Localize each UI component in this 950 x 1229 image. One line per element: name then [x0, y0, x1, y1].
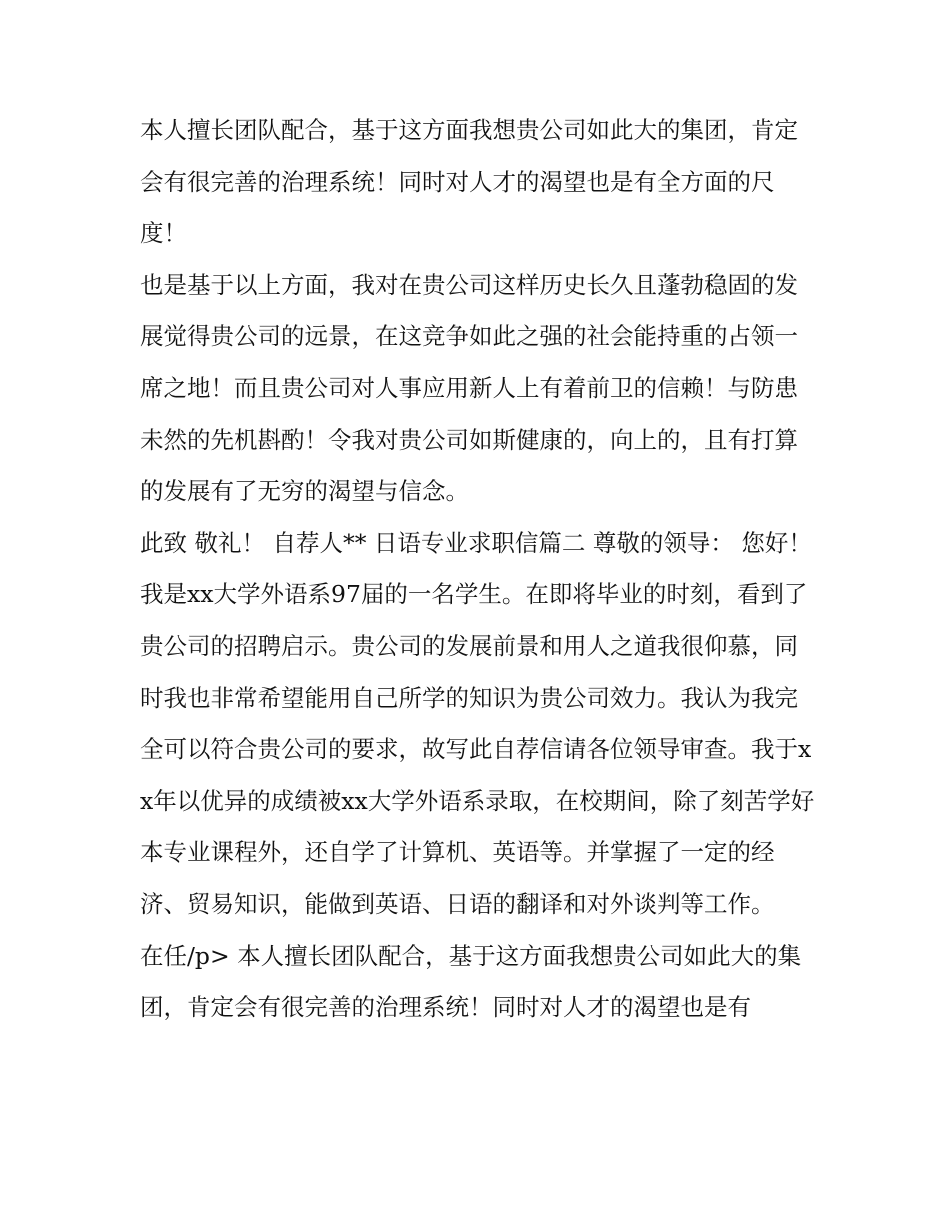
paragraph-closing-and-heading: 此致 敬礼！ 自荐人** 日语专业求职信篇二 尊敬的领导： 您好！ — [140, 528, 812, 557]
paragraph-teamwork: 本人擅长团队配合，基于这方面我想贵公司如此大的集团，肯定会有很完善的治理系统！同时对人才的渴望也是有全方面的尺度！ — [140, 116, 798, 248]
paragraph-self-introduction: 我是xx大学外语系97届的一名学生。在即将毕业的时刻，看到了贵公司的招聘启示。贵公司的发展前景和用人之道我很仰慕，同时我也非常希望能用自己所学的知识为贵公司效力。我认为我完全可以符合贵公司的要求，故写此自荐信请各位领导审查。我于xx年以优异的成绩被xx大学外语系录取，在校期间，除了刻苦学好本专业课程外，还自学了计算机、英语等。并掌握了一定的经济、贸易知识，能做到英语、日语的翻译和对外谈判等工作。 — [140, 580, 815, 918]
document-body — [140, 105, 815, 1034]
paragraph-teamwork-repeat: 在任/p> 本人擅长团队配合，基于这方面我想贵公司如此大的集团，肯定会有很完善的治理系统！同时对人才的渴望也是有 — [140, 941, 802, 1022]
paragraph-company-outlook: 也是基于以上方面，我对在贵公司这样历史长久且蓬勃稳固的发展觉得贵公司的远景，在这竞争如此之强的社会能持重的占领一席之地！而且贵公司对人事应用新人上有着前卫的信赖！与防患未然的先机斟酌！令我对贵公司如斯健康的，向上的，且有打算的发展有了无穷的渴望与信念。 — [140, 270, 798, 506]
